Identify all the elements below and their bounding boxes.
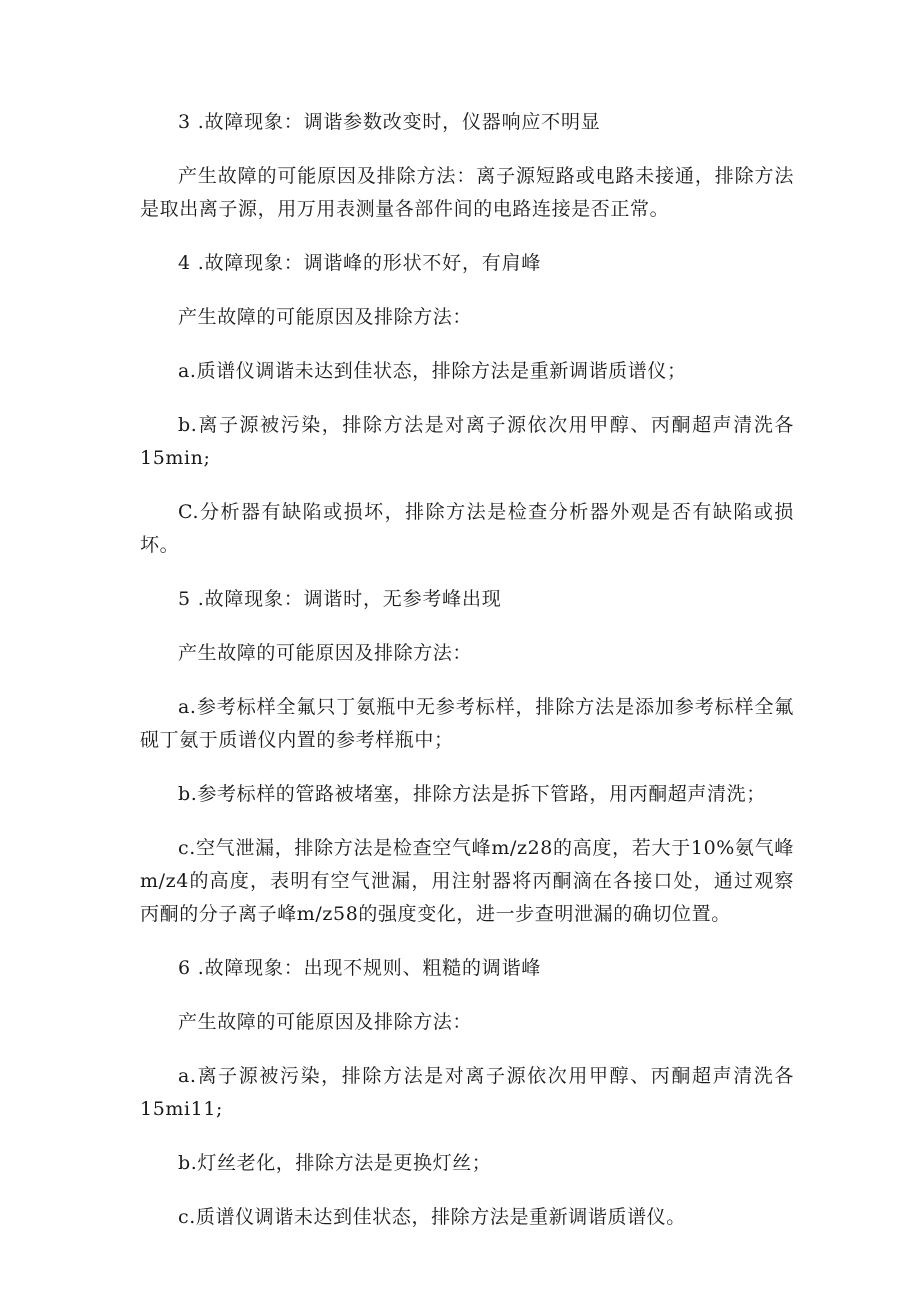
fault-6-intro: 产生故障的可能原因及排除方法： (178, 1011, 473, 1033)
fault-5-heading: 5 .故障现象：调谐时，无参考峰出现 (178, 588, 502, 610)
fault-4-item-a: a.质谱仪调谐未达到佳状态，排除方法是重新调谐质谱仪； (178, 360, 687, 382)
fault-5-intro: 产生故障的可能原因及排除方法： (178, 642, 473, 664)
fault-6-item-b: b.灯丝老化，排除方法是更换灯丝； (178, 1152, 492, 1174)
fault-6-heading: 6 .故障现象：出现不规则、粗糙的调谐峰 (178, 957, 542, 979)
document-body (140, 106, 794, 1255)
fault-6-item-a: a.离子源被污染，排除方法是对离子源依次用甲醇、丙酮超声清洗各15mi11; (140, 1065, 794, 1120)
fault-3-cause: 产生故障的可能原因及排除方法：离子源短路或电路未接通，排除方法是取出离子源，用万用表测量各部件间的电路连接是否正常。 (140, 165, 794, 220)
fault-4-item-b: b.离子源被污染，排除方法是对离子源依次用甲醇、丙酮超声清洗各15min; (140, 414, 794, 469)
fault-4-intro: 产生故障的可能原因及排除方法： (178, 306, 473, 328)
fault-4-item-c: C.分析器有缺陷或损坏，排除方法是检查分析器外观是否有缺陷或损坏。 (140, 501, 794, 556)
fault-5-item-a: a.参考标样全氟只丁氨瓶中无参考标样，排除方法是添加参考标样全氟砚丁氨于质谱仪内置的参考样瓶中； (140, 696, 794, 751)
fault-5-item-c: c.空气泄漏，排除方法是检查空气峰m/z28的高度，若大于10%氨气峰m/z4的高度，表明有空气泄漏，用注射器将丙酮滴在各接口处，通过观察丙酮的分子离子峰m/z58的强度变化，进一步查明泄漏的确切位置。 (140, 837, 794, 925)
fault-6-item-c: c.质谱仪调谐未达到佳状态，排除方法是重新调谐质谱仪。 (178, 1206, 686, 1228)
fault-3-heading: 3 .故障现象：调谐参数改变时，仪器响应不明显 (178, 111, 601, 133)
fault-4-heading: 4 .故障现象：调谐峰的形状不好，有肩峰 (178, 252, 542, 274)
fault-5-item-b: b.参考标样的管路被堵塞，排除方法是拆下管路，用丙酮超声清洗； (178, 783, 766, 805)
